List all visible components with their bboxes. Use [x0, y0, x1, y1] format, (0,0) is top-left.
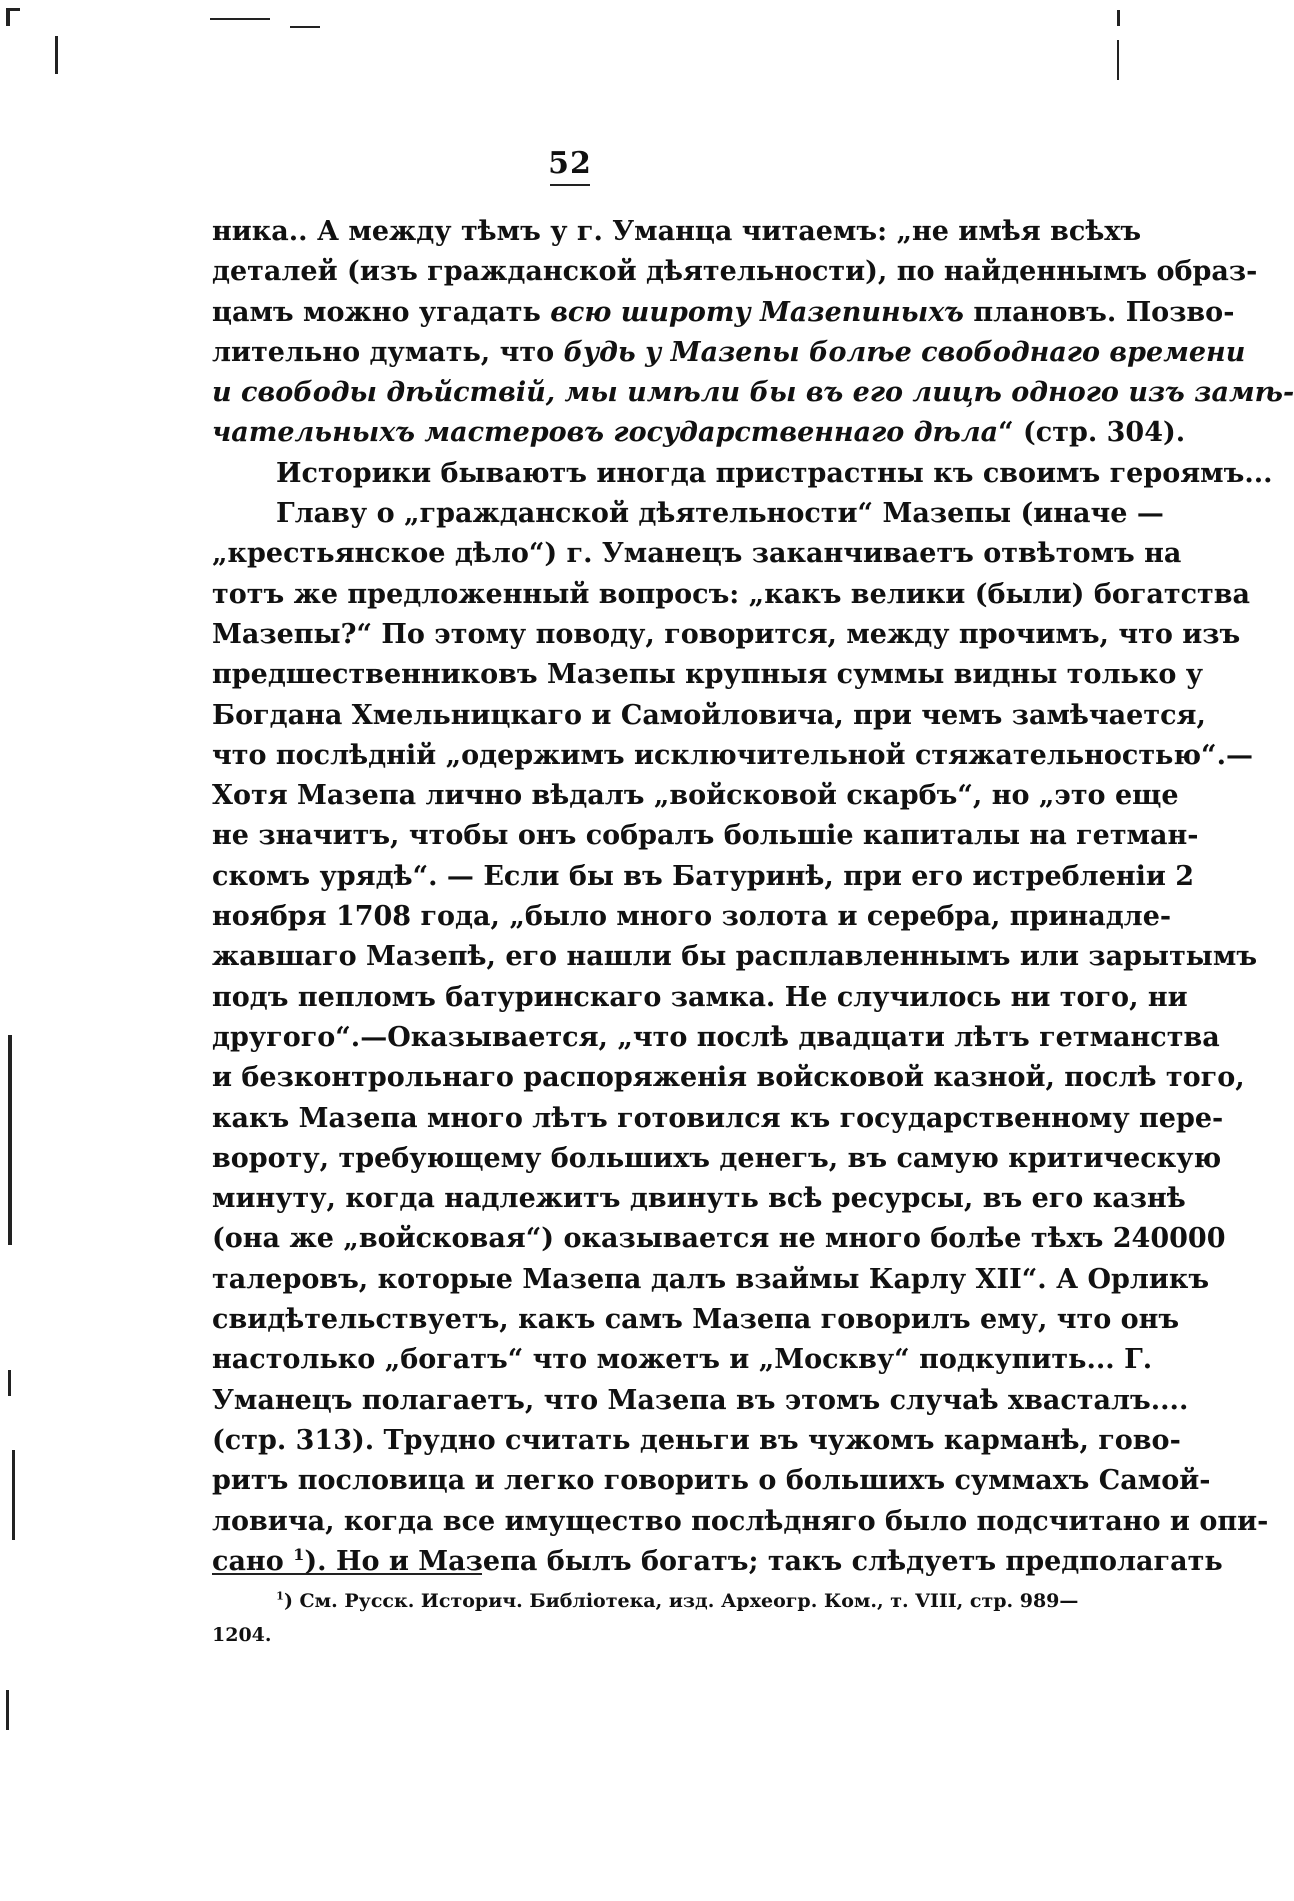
text-line — [212, 1099, 1224, 1139]
text-line — [212, 1381, 1189, 1421]
text-line — [212, 816, 1199, 856]
text-line — [212, 494, 1164, 534]
body-text — [212, 212, 1294, 1582]
text-run: „крестьянское дѣло“) г. Уманецъ заканчиваетъ отвѣтомъ на — [212, 538, 1182, 570]
scan-artifact-top-strip — [210, 18, 270, 20]
text-run: предшественниковъ Мазепы крупныя суммы видны только у — [212, 659, 1204, 691]
text-line — [212, 937, 1258, 977]
footnote-text: 1204. — [212, 1624, 272, 1646]
text-run: Мазепы?“ По этому поводу, говорится, между прочимъ, что изъ — [212, 618, 1241, 650]
text-line — [212, 454, 1273, 494]
footnote-ref: 1 — [293, 1544, 305, 1564]
text-line — [212, 696, 1206, 736]
text-line — [212, 776, 1179, 816]
text-run: свидѣтельствуетъ, какъ самъ Мазепа говорилъ ему, что онъ — [212, 1304, 1180, 1336]
text-line — [212, 1179, 1186, 1219]
text-line — [212, 736, 1253, 776]
text-line — [212, 212, 1142, 252]
text-run: сано — [212, 1545, 294, 1577]
text-run: Уманецъ полагаетъ, что Мазепа въ этомъ случаѣ хвасталъ.... — [212, 1384, 1189, 1416]
text-run: Богдана Хмельницкаго и Самойловича, при чемъ замѣчается, — [212, 699, 1206, 731]
footnote-marker: 1 — [276, 1588, 284, 1603]
text-run: ника.. А между тѣмъ у г. Уманца читаемъ: „не имѣя всѣхъ — [212, 216, 1142, 247]
scan-artifact-top-left-h — [6, 8, 20, 11]
text-run: какъ Мазепа много лѣтъ готовился къ государственному пере- — [212, 1102, 1224, 1134]
text-line — [212, 1542, 1223, 1582]
text-run: (стр. 313). Трудно считать деньги въ чужомъ карманѣ, гово- — [212, 1424, 1181, 1456]
text-run: жавшаго Мазепѣ, его нашли бы расплавленнымъ или зарытымъ — [212, 941, 1258, 973]
text-line — [212, 373, 1294, 413]
text-line — [212, 615, 1241, 655]
page-number: 52 — [0, 146, 1140, 181]
text-run: скомъ урядѣ“. — Если бы въ Батуринѣ, при его истребленіи 2 — [212, 860, 1195, 892]
text-run: что послѣдній „одержимъ исключительной стяжательностью“.— — [212, 739, 1253, 771]
italic-text: чательныхъ мастеровъ государственнаго дѣла — [212, 417, 999, 449]
text-run: ловича, когда все имущество послѣдняго было подсчитано и опи- — [212, 1505, 1269, 1537]
footnote-line — [212, 1584, 1079, 1618]
text-line — [212, 978, 1188, 1018]
text-run: минуту, когда надлежитъ двинуть всѣ ресурсы, въ его казнѣ — [212, 1183, 1186, 1215]
scan-artifact-left-mark-5 — [6, 1690, 9, 1730]
scan-artifact-left-mark-3 — [8, 1370, 11, 1396]
text-run: деталей (изъ гражданской дѣятельности), по найденнымъ образ- — [212, 256, 1258, 288]
text-run: плановъ. Позво- — [963, 296, 1235, 328]
text-run: настолько „богатъ“ что можетъ и „Москву“ подкупить... Г. — [212, 1344, 1153, 1376]
text-run: не значитъ, чтобы онъ собралъ большіе капиталы на гетман- — [212, 820, 1199, 852]
text-run: тотъ же предложенный вопросъ: „какъ велики (были) богатства — [212, 578, 1251, 610]
footnote-line — [212, 1618, 1060, 1652]
text-line — [212, 1260, 1210, 1300]
text-line — [212, 655, 1204, 695]
text-line — [212, 1502, 1269, 1542]
text-line — [212, 1018, 1220, 1058]
footnote-rule — [212, 1573, 482, 1575]
text-run: вороту, требующему большихъ денегъ, въ самую критическую — [212, 1142, 1222, 1174]
scan-artifact-top-strip-2 — [290, 26, 320, 28]
italic-text: всю широту Мазепиныхъ — [550, 296, 964, 328]
text-line — [212, 1219, 1226, 1259]
text-line — [212, 1421, 1181, 1461]
scan-artifact-right-mark — [1117, 40, 1119, 80]
footnotes — [212, 1584, 1079, 1652]
text-run: Хотя Мазепа лично вѣдалъ „войсковой скарбъ“, но „это еще — [212, 780, 1179, 812]
text-line — [212, 413, 1186, 453]
footnote-text: ) См. Русск. Историч. Библіотека, изд. Археогр. Ком., т. VIII, стр. 989— — [283, 1590, 1079, 1612]
text-line — [212, 1340, 1153, 1380]
italic-text: будь у Мазепы болѣе свободнаго времени — [563, 336, 1246, 368]
text-run: ). Но и Мазепа былъ богатъ; такъ слѣдуетъ предполагать — [304, 1545, 1223, 1577]
text-line — [212, 1139, 1222, 1179]
text-line — [212, 333, 1246, 373]
text-run: “ (стр. 304). — [998, 417, 1186, 449]
scan-artifact-left-mark-1 — [55, 36, 58, 74]
text-run: цамъ можно угадать — [212, 296, 551, 328]
text-run: ноября 1708 года, „было много золота и серебра, принадле- — [212, 901, 1172, 933]
text-line — [212, 252, 1258, 292]
text-line — [212, 897, 1172, 937]
text-line — [212, 1300, 1180, 1340]
text-run: Историки бываютъ иногда пристрастны къ своимъ героямъ... — [276, 457, 1273, 489]
text-line — [212, 857, 1195, 897]
text-line — [212, 534, 1182, 574]
text-line — [212, 1461, 1211, 1501]
text-run: талеровъ, которые Мазепа далъ взаймы Карлу XII“. А Орликъ — [212, 1263, 1210, 1295]
text-run: подъ пепломъ батуринскаго замка. Не случилось ни того, ни — [212, 981, 1188, 1013]
text-run: Главу о „гражданской дѣятельности“ Мазепы (иначе — — [276, 498, 1164, 530]
italic-text: и свободы дѣйствій, мы имѣли бы въ его лицѣ одного изъ замѣ- — [212, 377, 1294, 409]
scan-artifact-left-mark-2 — [8, 1035, 12, 1245]
text-run: лительно думать, что — [212, 336, 564, 368]
text-run: другого“.—Оказывается, „что послѣ двадцати лѣтъ гетманства — [212, 1021, 1220, 1053]
scan-artifact-top-right — [1117, 10, 1120, 26]
text-run: и безконтрольнаго распоряженія войсковой казной, послѣ того, — [212, 1062, 1245, 1094]
text-run: ритъ пословица и легко говорить о большихъ суммахъ Самой- — [212, 1465, 1211, 1497]
scan-artifact-left-mark-4 — [12, 1450, 15, 1540]
text-line — [212, 1058, 1245, 1098]
text-line — [212, 293, 1235, 333]
text-run: (она же „войсковая“) оказывается не много болѣе тѣхъ 240000 — [212, 1223, 1226, 1255]
text-line — [212, 575, 1251, 615]
